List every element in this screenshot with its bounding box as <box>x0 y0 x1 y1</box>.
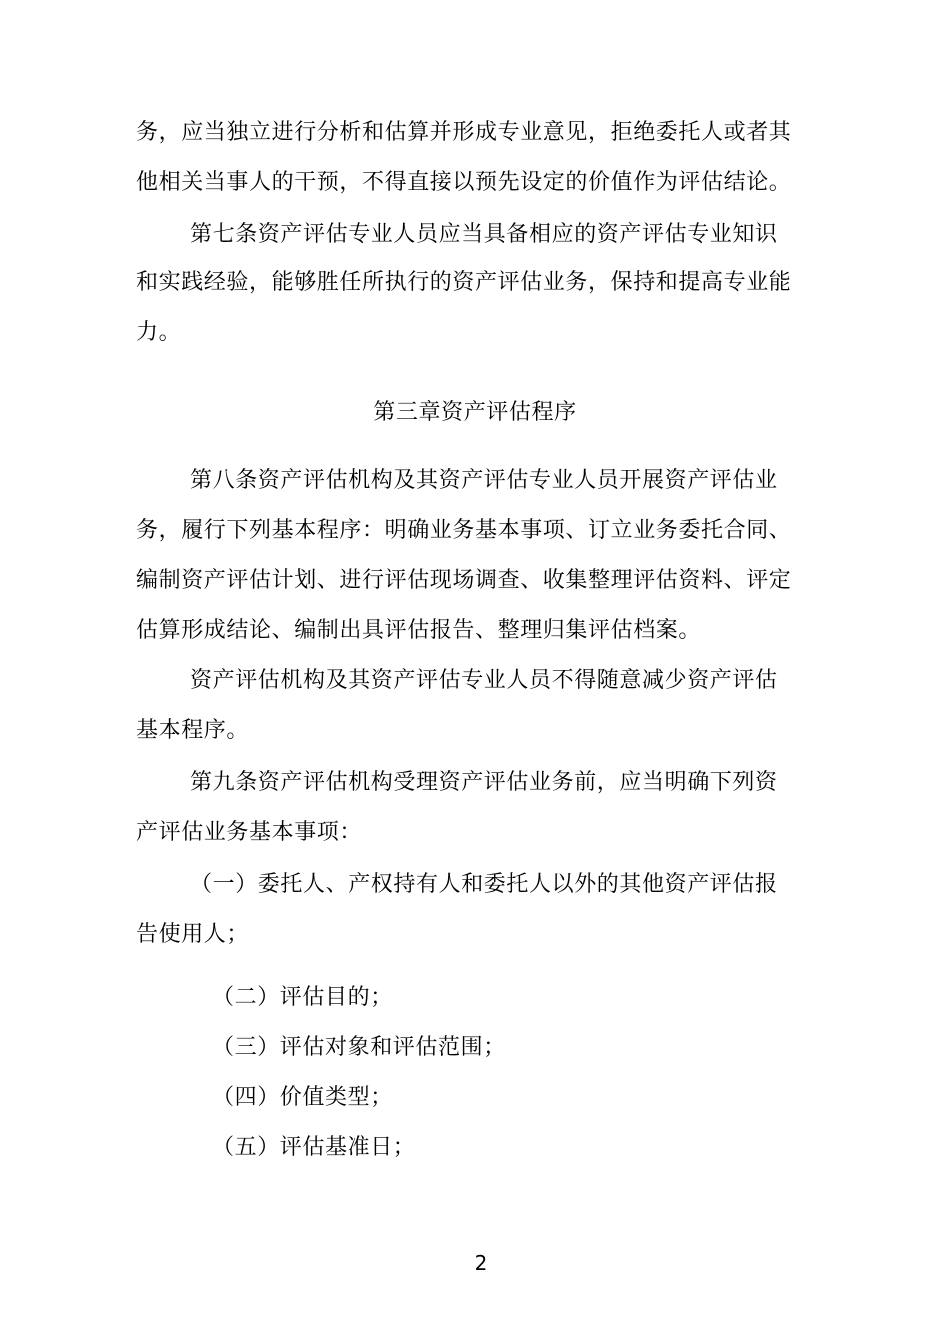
text-line: 务，应当独立进行分析和估算并形成专业意见，拒绝委托人或者其 <box>136 120 792 145</box>
text-line: 力。 <box>136 320 182 345</box>
text-line: 产评估业务基本事项： <box>136 820 363 845</box>
text-line: 编制资产评估计划、进行评估现场调查、收集整理评估资料、评定 <box>136 568 792 593</box>
list-item-1-continuation: 告使用人； <box>136 922 250 947</box>
article-8-start: 第八条资产评估机构及其资产评估专业人员开展资产评估业 <box>190 468 778 493</box>
chapter-heading: 第三章资产评估程序 <box>373 400 577 425</box>
list-item-4: （四）价值类型； <box>212 1085 393 1110</box>
text-line: 他相关当事人的干预，不得直接以预先设定的价值作为评估结论。 <box>136 170 792 195</box>
list-item-5: （五）评估基准日； <box>212 1135 416 1160</box>
page-number: 2 <box>474 1251 488 1275</box>
article-9-start: 第九条资产评估机构受理资产评估业务前，应当明确下列资 <box>190 770 778 795</box>
article-7-start: 第七条资产评估专业人员应当具备相应的资产评估专业知识 <box>190 222 778 247</box>
list-item-3: （三）评估对象和评估范围； <box>212 1035 506 1060</box>
text-line: 估算形成结论、编制出具评估报告、整理归集评估档案。 <box>136 618 702 643</box>
list-item-2: （二）评估目的； <box>212 985 393 1010</box>
text-line: 基本程序。 <box>136 718 250 743</box>
text-line: 务，履行下列基本程序：明确业务基本事项、订立业务委托合同、 <box>136 518 792 543</box>
list-item-1: （一）委托人、产权持有人和委托人以外的其他资产评估报 <box>190 872 778 897</box>
text-line: 和实践经验，能够胜任所执行的资产评估业务，保持和提高专业能 <box>136 270 792 295</box>
paragraph-start: 资产评估机构及其资产评估专业人员不得随意减少资产评估 <box>190 668 778 693</box>
